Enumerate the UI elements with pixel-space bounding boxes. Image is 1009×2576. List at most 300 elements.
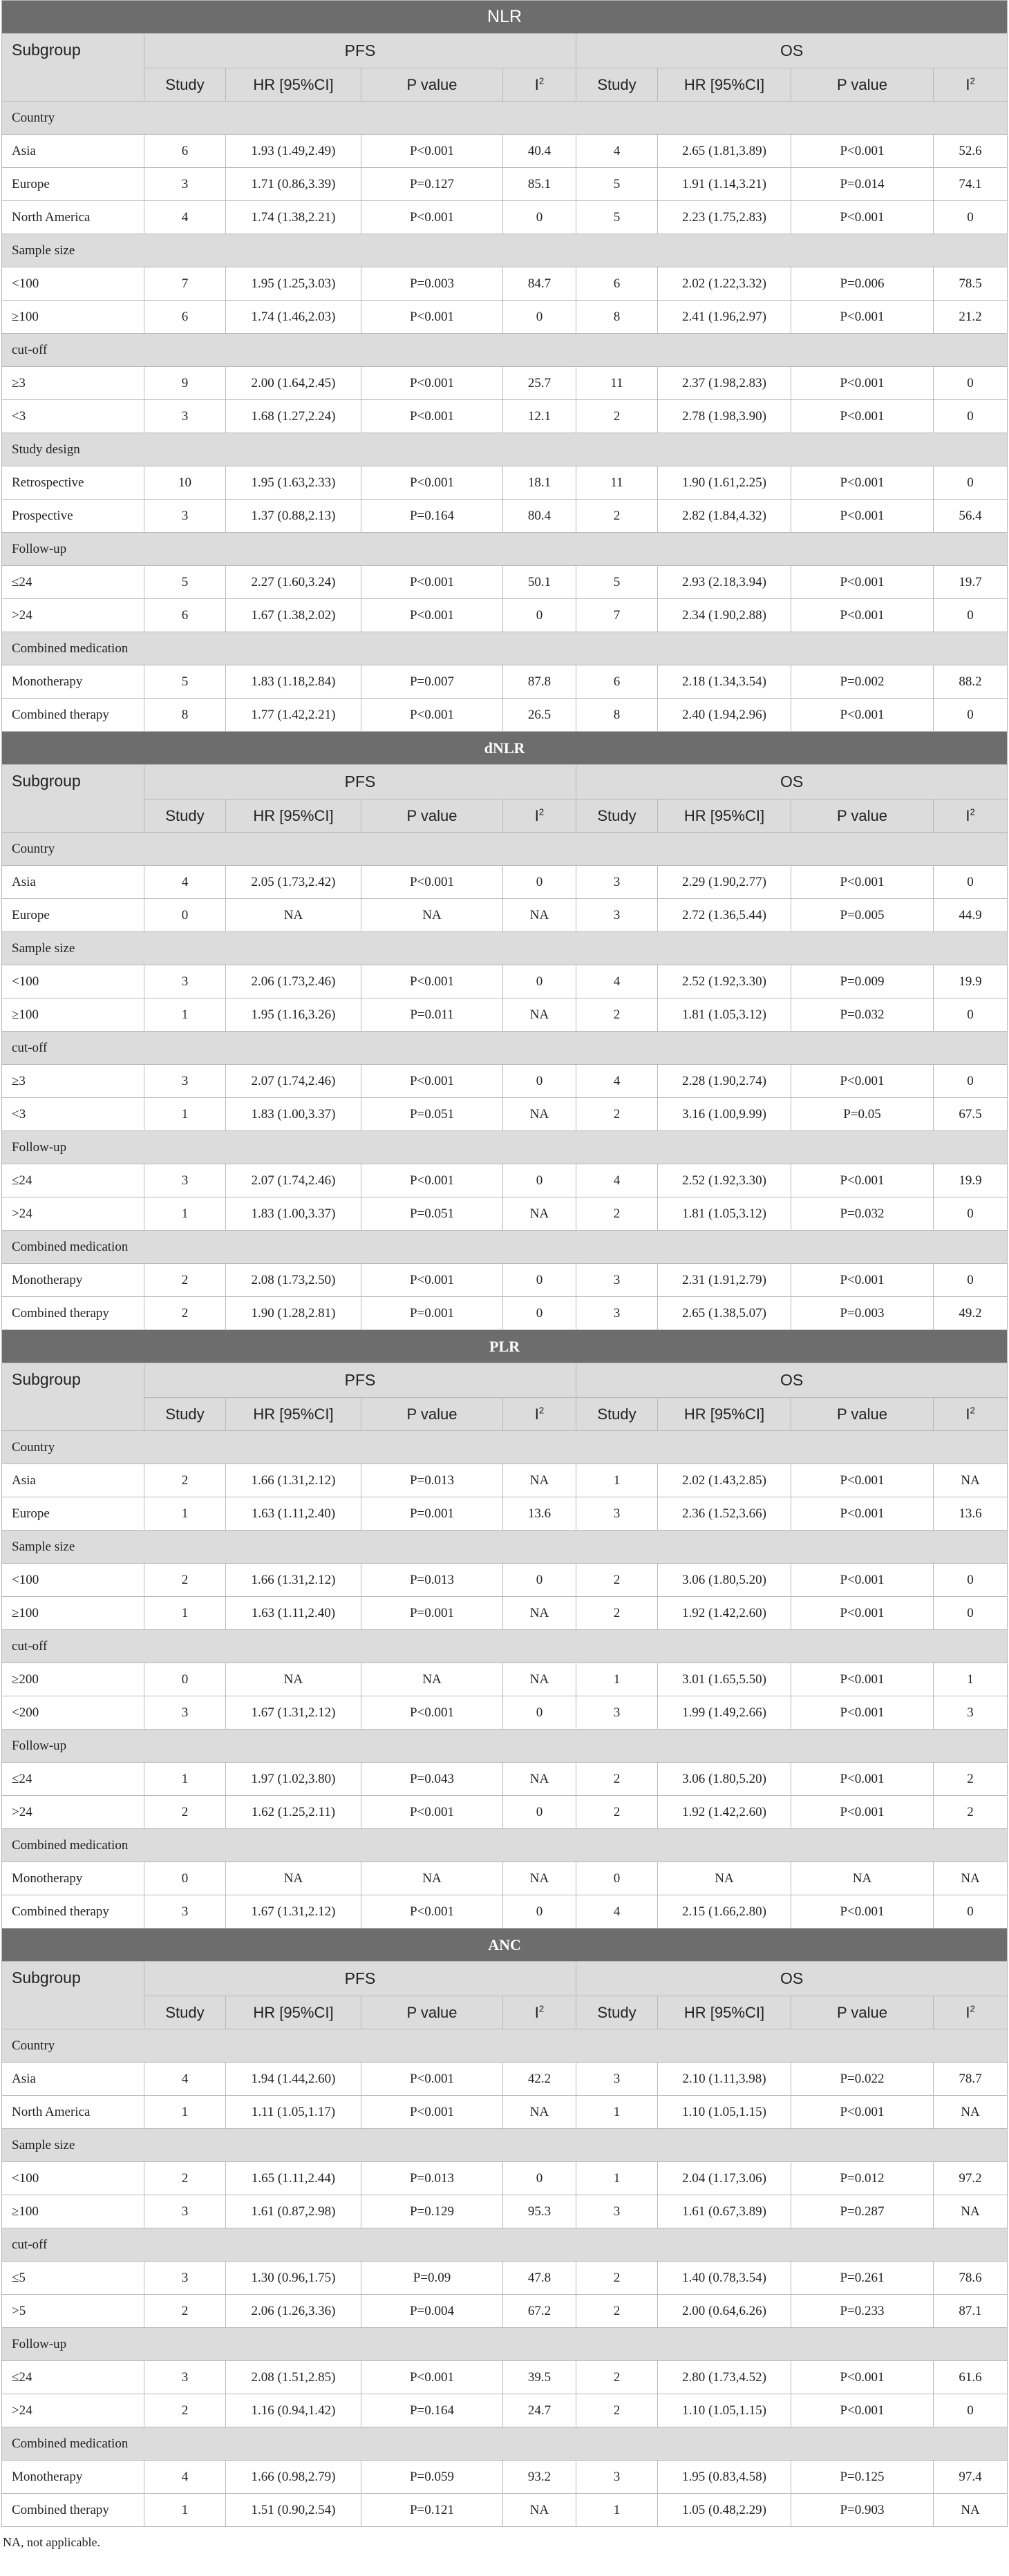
- table-cell: P<0.001: [791, 2096, 934, 2129]
- table-cell: 2.08 (1.73,2.50): [226, 1264, 361, 1297]
- table-cell: 2.06 (1.73,2.46): [226, 965, 361, 998]
- table-row: [2, 2394, 1008, 2427]
- table-row: [2, 1098, 1008, 1131]
- table-cell: 2.52 (1.92,3.30): [658, 965, 791, 998]
- table-cell: 0: [503, 1264, 576, 1297]
- table-cell: P=0.003: [361, 267, 503, 301]
- table-row: [2, 168, 1008, 201]
- table-cell: 2.27 (1.60,3.24): [226, 566, 361, 599]
- table-cell: 1.66 (1.31,2.12): [226, 1564, 361, 1597]
- subgroup-header: Subgroup: [2, 1363, 144, 1431]
- table-row: [2, 2262, 1008, 2295]
- table-cell: NA: [361, 1663, 503, 1696]
- table-cell: NA: [791, 1862, 934, 1895]
- table-cell: 0: [503, 1796, 576, 1829]
- table-cell: 2: [144, 1564, 226, 1597]
- table-row: [2, 599, 1008, 632]
- table-row: [2, 2195, 1008, 2228]
- table-cell: 5: [576, 201, 658, 234]
- table-cell: 2: [576, 1197, 658, 1231]
- table-cell: 1.37 (0.88,2.13): [226, 500, 361, 533]
- row-label: Asia: [2, 866, 144, 899]
- table-cell: P<0.001: [791, 1763, 934, 1796]
- table-cell: 0: [503, 201, 576, 234]
- i2-superscript: 2: [538, 1405, 545, 1416]
- table-cell: P=0.127: [361, 168, 503, 201]
- group-row: [2, 1829, 1008, 1862]
- table-cell: P=0.059: [361, 2461, 503, 2494]
- group-label: Sample size: [2, 1531, 1008, 1564]
- table-cell: 7: [576, 599, 658, 632]
- row-label: <100: [2, 1564, 144, 1597]
- group-row: [2, 234, 1008, 267]
- table-cell: 1: [576, 2494, 658, 2527]
- table-cell: 18.1: [503, 466, 576, 500]
- table-cell: 1.92 (1.42,2.60): [658, 1796, 791, 1829]
- table-cell: 0: [503, 866, 576, 899]
- i2-header: [934, 68, 1008, 102]
- row-label: <200: [2, 1696, 144, 1730]
- hr-header: HR [95%CI]: [658, 68, 791, 102]
- table-cell: 8: [576, 699, 658, 732]
- table-cell: 1.83 (1.00,3.37): [226, 1098, 361, 1131]
- pvalue-header: P value: [791, 799, 934, 833]
- study-header: Study: [144, 1398, 226, 1431]
- table-row: [2, 2162, 1008, 2195]
- table-cell: 2.00 (1.64,2.45): [226, 367, 361, 400]
- table-cell: 1.95 (1.16,3.26): [226, 998, 361, 1032]
- table-cell: 11: [576, 367, 658, 400]
- table-cell: P<0.001: [361, 566, 503, 599]
- table-cell: 2.72 (1.36,5.44): [658, 899, 791, 932]
- row-label: Combined therapy: [2, 699, 144, 732]
- table-row: [2, 1895, 1008, 1929]
- table-cell: 3: [144, 500, 226, 533]
- table-cell: P<0.001: [361, 965, 503, 998]
- section-title: NLR: [2, 1, 1008, 34]
- table-cell: 0: [503, 1297, 576, 1330]
- table-row: [2, 500, 1008, 533]
- hr-header: HR [95%CI]: [658, 799, 791, 833]
- pvalue-header: P value: [791, 1398, 934, 1431]
- group-row: [2, 1231, 1008, 1264]
- table-cell: 5: [576, 566, 658, 599]
- table-cell: P<0.001: [361, 599, 503, 632]
- table-cell: 3: [144, 965, 226, 998]
- table-cell: 2.37 (1.98,2.83): [658, 367, 791, 400]
- table-cell: 80.4: [503, 500, 576, 533]
- table-cell: P<0.001: [361, 2063, 503, 2096]
- i2-base: I: [965, 75, 970, 93]
- table-cell: 1.74 (1.46,2.03): [226, 301, 361, 334]
- subgroup-analysis-table: [1, 0, 1008, 2527]
- table-cell: 0: [934, 1264, 1008, 1297]
- table-cell: 3.16 (1.00,9.99): [658, 1098, 791, 1131]
- table-cell: 93.2: [503, 2461, 576, 2494]
- table-cell: 1.16 (0.94,1.42): [226, 2394, 361, 2427]
- table-cell: 4: [144, 2063, 226, 2096]
- table-row: [2, 301, 1008, 334]
- i2-superscript: 2: [970, 75, 975, 86]
- row-label: <100: [2, 267, 144, 301]
- table-cell: 1: [576, 1464, 658, 1497]
- table-cell: NA: [934, 2096, 1008, 2129]
- table-cell: 1: [144, 1763, 226, 1796]
- section-title: dNLR: [2, 732, 1008, 765]
- row-label: ≥3: [2, 367, 144, 400]
- table-cell: P<0.001: [791, 599, 934, 632]
- table-cell: 1.51 (0.90,2.54): [226, 2494, 361, 2527]
- table-row: [2, 1197, 1008, 1231]
- table-cell: P=0.022: [791, 2063, 934, 2096]
- section-title-row: [2, 1929, 1008, 1962]
- table-cell: 2.02 (1.43,2.85): [658, 1464, 791, 1497]
- table-cell: 3: [144, 2195, 226, 2228]
- subgroup-header: Subgroup: [2, 1962, 144, 2029]
- group-label: Combined medication: [2, 2427, 1008, 2461]
- table-row: [2, 1862, 1008, 1895]
- table-cell: 13.6: [503, 1497, 576, 1531]
- row-label: Combined therapy: [2, 1895, 144, 1929]
- table-cell: 4: [144, 2461, 226, 2494]
- table-cell: NA: [658, 1862, 791, 1895]
- table-cell: 2: [576, 1597, 658, 1630]
- table-cell: 97.2: [934, 2162, 1008, 2195]
- row-label: ≥100: [2, 998, 144, 1032]
- table-row: [2, 1497, 1008, 1531]
- table-cell: NA: [503, 2494, 576, 2527]
- pvalue-header: P value: [361, 1398, 503, 1431]
- table-cell: 2: [576, 998, 658, 1032]
- row-label: Monotherapy: [2, 1862, 144, 1895]
- table-cell: 56.4: [934, 500, 1008, 533]
- table-cell: 0: [934, 599, 1008, 632]
- section-title: ANC: [2, 1929, 1008, 1962]
- table-cell: 0: [503, 599, 576, 632]
- table-cell: NA: [503, 1862, 576, 1895]
- table-cell: P<0.001: [791, 1065, 934, 1098]
- row-label: Combined therapy: [2, 2494, 144, 2527]
- table-cell: 2.82 (1.84,4.32): [658, 500, 791, 533]
- row-label: Europe: [2, 899, 144, 932]
- group-row: [2, 1630, 1008, 1663]
- table-cell: NA: [934, 1862, 1008, 1895]
- group-label: Combined medication: [2, 1829, 1008, 1862]
- table-cell: 2.07 (1.74,2.46): [226, 1065, 361, 1098]
- table-cell: P<0.001: [791, 866, 934, 899]
- table-cell: P=0.09: [361, 2262, 503, 2295]
- table-cell: 4: [576, 965, 658, 998]
- table-cell: 2: [576, 500, 658, 533]
- table-cell: 0: [934, 1065, 1008, 1098]
- table-cell: P=0.164: [361, 2394, 503, 2427]
- row-label: <3: [2, 400, 144, 433]
- table-cell: 52.6: [934, 135, 1008, 168]
- table-cell: 1.68 (1.27,2.24): [226, 400, 361, 433]
- table-cell: 2.31 (1.91,2.79): [658, 1264, 791, 1297]
- table-cell: 6: [144, 301, 226, 334]
- group-row: [2, 932, 1008, 965]
- table-cell: 3: [576, 1297, 658, 1330]
- table-cell: 1.95 (1.25,3.03): [226, 267, 361, 301]
- table-cell: 4: [576, 1065, 658, 1098]
- table-cell: 2.06 (1.26,3.36): [226, 2295, 361, 2328]
- table-cell: P=0.261: [791, 2262, 934, 2295]
- row-label: >24: [2, 2394, 144, 2427]
- table-row: [2, 2494, 1008, 2527]
- table-cell: 3.06 (1.80,5.20): [658, 1763, 791, 1796]
- table-cell: P<0.001: [791, 135, 934, 168]
- table-row: [2, 2295, 1008, 2328]
- table-cell: 2: [144, 1464, 226, 1497]
- table-cell: 2.08 (1.51,2.85): [226, 2361, 361, 2394]
- table-cell: 78.6: [934, 2262, 1008, 2295]
- table-cell: NA: [226, 899, 361, 932]
- table-cell: 1.67 (1.31,2.12): [226, 1895, 361, 1929]
- table-cell: 0: [934, 400, 1008, 433]
- table-cell: 47.8: [503, 2262, 576, 2295]
- table-cell: NA: [934, 2195, 1008, 2228]
- row-label: ≤5: [2, 2262, 144, 2295]
- table-row: [2, 1763, 1008, 1796]
- table-cell: 2.29 (1.90,2.77): [658, 866, 791, 899]
- table-cell: P=0.005: [791, 899, 934, 932]
- table-cell: P<0.001: [791, 400, 934, 433]
- pfs-header: PFS: [144, 1363, 576, 1398]
- group-label: Country: [2, 102, 1008, 135]
- table-cell: 7: [144, 267, 226, 301]
- table-cell: P=0.012: [791, 2162, 934, 2195]
- pfs-header: PFS: [144, 34, 576, 68]
- table-cell: 67.5: [934, 1098, 1008, 1131]
- table-cell: 1.71 (0.86,3.39): [226, 168, 361, 201]
- table-cell: 0: [503, 1065, 576, 1098]
- table-cell: P<0.001: [361, 866, 503, 899]
- table-cell: P=0.002: [791, 665, 934, 699]
- header-row-2: [2, 1996, 1008, 2029]
- table-cell: 0: [144, 1663, 226, 1696]
- table-cell: 2.80 (1.73,4.52): [658, 2361, 791, 2394]
- study-header: Study: [144, 799, 226, 833]
- table-cell: P=0.129: [361, 2195, 503, 2228]
- i2-superscript: 2: [970, 1405, 975, 1416]
- table-cell: 25.7: [503, 367, 576, 400]
- table-cell: 1.94 (1.44,2.60): [226, 2063, 361, 2096]
- table-cell: 3: [144, 1164, 226, 1197]
- group-label: Sample size: [2, 2129, 1008, 2162]
- i2-superscript: 2: [970, 806, 975, 817]
- table-cell: 0: [934, 1197, 1008, 1231]
- group-label: Follow-up: [2, 1730, 1008, 1763]
- i2-superscript: 2: [538, 806, 545, 817]
- table-cell: P<0.001: [361, 201, 503, 234]
- table-cell: 3: [144, 400, 226, 433]
- table-row: [2, 965, 1008, 998]
- table-cell: 1: [576, 2162, 658, 2195]
- table-cell: 1.63 (1.11,2.40): [226, 1597, 361, 1630]
- row-label: Europe: [2, 168, 144, 201]
- table-cell: P=0.903: [791, 2494, 934, 2527]
- table-cell: P<0.001: [791, 1564, 934, 1597]
- table-cell: 1.61 (0.87,2.98): [226, 2195, 361, 2228]
- table-cell: 1.74 (1.38,2.21): [226, 201, 361, 234]
- table-cell: 2.00 (0.64,6.26): [658, 2295, 791, 2328]
- table-cell: P=0.009: [791, 965, 934, 998]
- row-label: Monotherapy: [2, 2461, 144, 2494]
- table-cell: 3: [144, 1065, 226, 1098]
- section-title-row: [2, 732, 1008, 765]
- group-label: cut-off: [2, 2228, 1008, 2262]
- table-cell: 3: [144, 1895, 226, 1929]
- table-cell: 4: [576, 1895, 658, 1929]
- table-cell: 3: [576, 2461, 658, 2494]
- study-header: Study: [576, 1398, 658, 1431]
- row-label: North America: [2, 2096, 144, 2129]
- table-cell: 85.1: [503, 168, 576, 201]
- table-cell: P=0.05: [791, 1098, 934, 1131]
- table-cell: 3: [576, 1497, 658, 1531]
- table-cell: 3: [576, 2195, 658, 2228]
- table-cell: 1.10 (1.05,1.15): [658, 2096, 791, 2129]
- table-cell: 0: [503, 965, 576, 998]
- table-row: [2, 367, 1008, 400]
- table-cell: 0: [934, 201, 1008, 234]
- table-cell: 3: [576, 2063, 658, 2096]
- hr-header: HR [95%CI]: [658, 1996, 791, 2029]
- pvalue-header: P value: [791, 68, 934, 102]
- table-cell: 1: [934, 1663, 1008, 1696]
- table-cell: NA: [503, 1098, 576, 1131]
- table-cell: 2.15 (1.66,2.80): [658, 1895, 791, 1929]
- pfs-header: PFS: [144, 1962, 576, 1996]
- study-header: Study: [576, 1996, 658, 2029]
- table-cell: 1.66 (0.98,2.79): [226, 2461, 361, 2494]
- row-label: Monotherapy: [2, 665, 144, 699]
- table-cell: 2.93 (2.18,3.94): [658, 566, 791, 599]
- table-cell: P<0.001: [361, 1164, 503, 1197]
- table-cell: 1: [144, 1497, 226, 1531]
- group-row: [2, 102, 1008, 135]
- row-label: ≥100: [2, 1597, 144, 1630]
- table-cell: P=0.007: [361, 665, 503, 699]
- table-cell: 19.9: [934, 1164, 1008, 1197]
- hr-header: HR [95%CI]: [226, 1996, 361, 2029]
- table-cell: 2.10 (1.11,3.98): [658, 2063, 791, 2096]
- table-cell: NA: [503, 2096, 576, 2129]
- table-cell: P<0.001: [791, 1696, 934, 1730]
- row-label: Monotherapy: [2, 1264, 144, 1297]
- header-row-2: [2, 68, 1008, 102]
- table-cell: 3: [576, 866, 658, 899]
- table-cell: P<0.001: [361, 1796, 503, 1829]
- table-cell: 3: [576, 1696, 658, 1730]
- table-cell: 1.66 (1.31,2.12): [226, 1464, 361, 1497]
- table-cell: NA: [226, 1862, 361, 1895]
- table-cell: 0: [934, 1564, 1008, 1597]
- table-cell: P=0.006: [791, 267, 934, 301]
- i2-base: I: [534, 806, 539, 824]
- i2-header: [503, 799, 576, 833]
- table-cell: NA: [934, 1464, 1008, 1497]
- table-cell: 39.5: [503, 2361, 576, 2394]
- row-label: ≤24: [2, 2361, 144, 2394]
- row-label: Retrospective: [2, 466, 144, 500]
- i2-header: [934, 1996, 1008, 2029]
- table-cell: 3: [934, 1696, 1008, 1730]
- table-cell: P=0.013: [361, 2162, 503, 2195]
- table-cell: P=0.004: [361, 2295, 503, 2328]
- row-label: ≥100: [2, 301, 144, 334]
- row-label: <100: [2, 965, 144, 998]
- table-cell: P<0.001: [791, 466, 934, 500]
- group-label: Study design: [2, 433, 1008, 466]
- table-cell: 40.4: [503, 135, 576, 168]
- pvalue-header: P value: [361, 799, 503, 833]
- i2-header: [503, 1996, 576, 2029]
- table-cell: P=0.164: [361, 500, 503, 533]
- section-title-row: [2, 1330, 1008, 1363]
- study-header: Study: [576, 68, 658, 102]
- table-cell: 2.23 (1.75,2.83): [658, 201, 791, 234]
- table-cell: 6: [144, 135, 226, 168]
- row-label: >24: [2, 599, 144, 632]
- table-cell: 19.7: [934, 566, 1008, 599]
- table-cell: NA: [503, 1197, 576, 1231]
- table-cell: 0: [503, 1895, 576, 1929]
- table-cell: P=0.001: [361, 1497, 503, 1531]
- section-title-row: [2, 1, 1008, 34]
- group-row: [2, 1531, 1008, 1564]
- table-row: [2, 1663, 1008, 1696]
- table-cell: P<0.001: [791, 367, 934, 400]
- table-cell: P<0.001: [791, 1597, 934, 1630]
- subgroup-header: Subgroup: [2, 765, 144, 833]
- table-cell: 3.01 (1.65,5.50): [658, 1663, 791, 1696]
- table-row: [2, 1564, 1008, 1597]
- table-cell: P<0.001: [361, 2096, 503, 2129]
- table-cell: 8: [144, 699, 226, 732]
- hr-header: HR [95%CI]: [226, 68, 361, 102]
- table-cell: P<0.001: [791, 566, 934, 599]
- table-row: [2, 2063, 1008, 2096]
- table-cell: 4: [576, 135, 658, 168]
- table-cell: 1.90 (1.28,2.81): [226, 1297, 361, 1330]
- table-cell: 2: [576, 1796, 658, 1829]
- table-cell: 1.95 (1.63,2.33): [226, 466, 361, 500]
- table-cell: NA: [503, 899, 576, 932]
- table-row: [2, 998, 1008, 1032]
- table-row: [2, 201, 1008, 234]
- table-row: [2, 899, 1008, 932]
- table-cell: P<0.001: [791, 301, 934, 334]
- group-row: [2, 833, 1008, 866]
- table-cell: 1.97 (1.02,3.80): [226, 1763, 361, 1796]
- table-cell: 1.67 (1.31,2.12): [226, 1696, 361, 1730]
- table-cell: 2: [576, 1098, 658, 1131]
- i2-base: I: [965, 806, 970, 824]
- table-cell: NA: [503, 1663, 576, 1696]
- table-cell: 2: [576, 2394, 658, 2427]
- table-cell: 1.95 (0.83,4.58): [658, 2461, 791, 2494]
- table-cell: 78.5: [934, 267, 1008, 301]
- table-cell: 2: [144, 2295, 226, 2328]
- section-title: PLR: [2, 1330, 1008, 1363]
- subgroup-header: Subgroup: [2, 34, 144, 102]
- group-row: [2, 433, 1008, 466]
- table-cell: 0: [503, 1164, 576, 1197]
- table-cell: P<0.001: [791, 2361, 934, 2394]
- table-cell: P=0.013: [361, 1464, 503, 1497]
